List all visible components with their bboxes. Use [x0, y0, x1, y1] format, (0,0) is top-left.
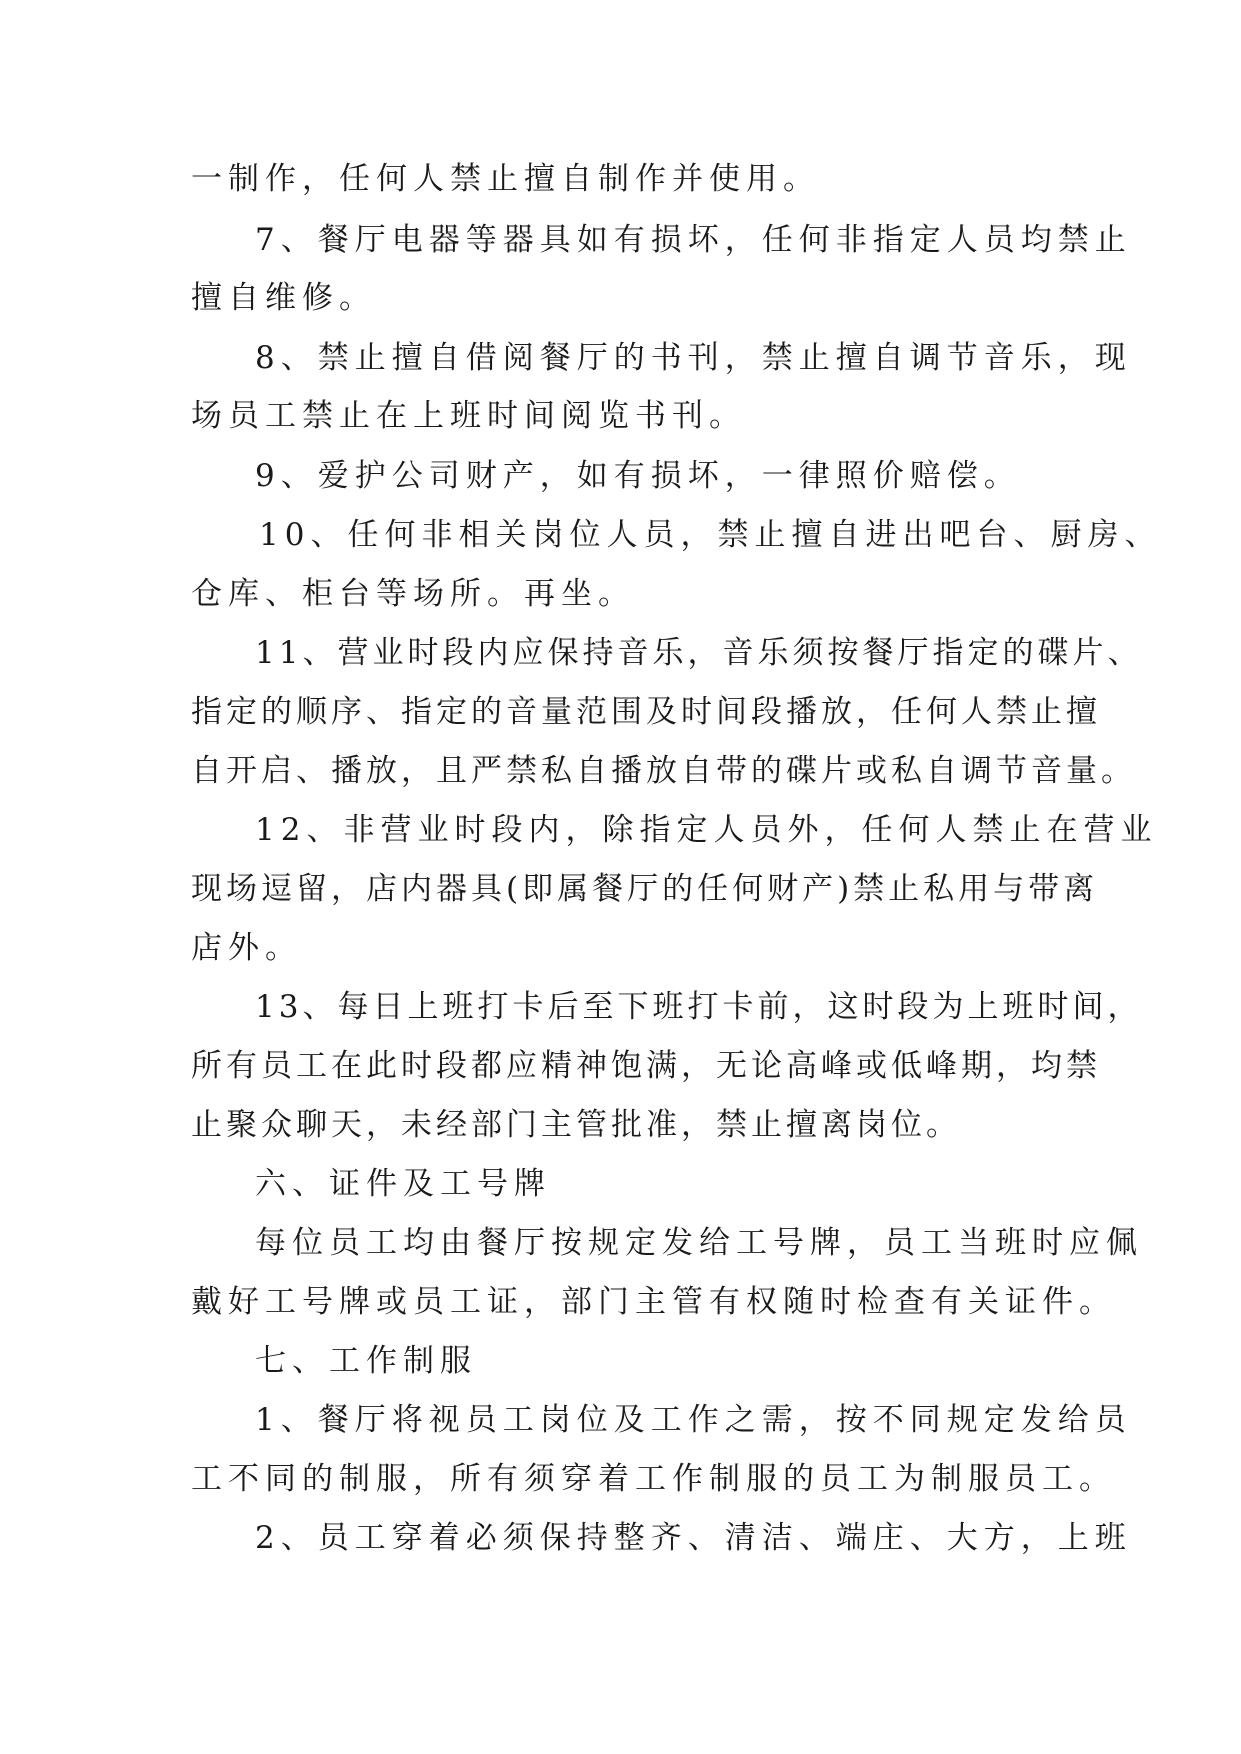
text-line: 现场逗留，店内器具(即属餐厅的任何财产)禁止私用与带离	[191, 871, 1099, 907]
text-line: 仓库、柜台等场所。再坐。	[191, 576, 635, 612]
text-line: 11、营业时段内应保持音乐，音乐须按餐厅指定的碟片、	[255, 635, 1143, 671]
text-line: 一制作，任何人禁止擅自制作并使用。	[191, 161, 820, 197]
text-line: 9、爱护公司财产，如有损坏，一律照价赔偿。	[255, 458, 1021, 494]
text-line: 指定的顺序、指定的音量范围及时间段播放，任何人禁止擅	[191, 694, 1101, 730]
text-line: 店外。	[191, 930, 302, 966]
text-line: 7、餐厅电器等器具如有损坏，任何非指定人员均禁止	[255, 222, 1132, 258]
text-line: 工不同的制服，所有须穿着工作制服的员工为制服员工。	[191, 1461, 1116, 1497]
section-heading: 六、证件及工号牌	[255, 1166, 551, 1202]
text-line: 止聚众聊天，未经部门主管批准，禁止擅离岗位。	[191, 1107, 961, 1143]
text-line: 8、禁止擅自借阅餐厅的书刊，禁止擅自调节音乐，现	[255, 340, 1132, 376]
text-line: 所有员工在此时段都应精神饱满，无论高峰或低峰期，均禁	[191, 1048, 1101, 1084]
text-line: 2、员工穿着必须保持整齐、清洁、端庄、大方，上班	[255, 1520, 1132, 1556]
text-line: 12、非营业时段内，除指定人员外，任何人禁止在营业	[255, 812, 1158, 848]
text-line: 1、餐厅将视员工岗位及工作之需，按不同规定发给员	[255, 1402, 1132, 1438]
text-line: 13、每日上班打卡后至下班打卡前，这时段为上班时间，	[255, 989, 1143, 1025]
text-line: 擅自维修。	[191, 280, 376, 316]
text-line: 10、任何非相关岗位人员，禁止擅自进出吧台、厨房、	[259, 517, 1162, 553]
text-line: 每位员工均由餐厅按规定发给工号牌，员工当班时应佩	[255, 1225, 1143, 1261]
text-line: 场员工禁止在上班时间阅览书刊。	[191, 398, 746, 434]
text-line: 戴好工号牌或员工证，部门主管有权随时检查有关证件。	[191, 1284, 1116, 1320]
section-heading: 七、工作制服	[255, 1343, 477, 1379]
text-line: 自开启、播放，且严禁私自播放自带的碟片或私自调节音量。	[191, 753, 1136, 789]
